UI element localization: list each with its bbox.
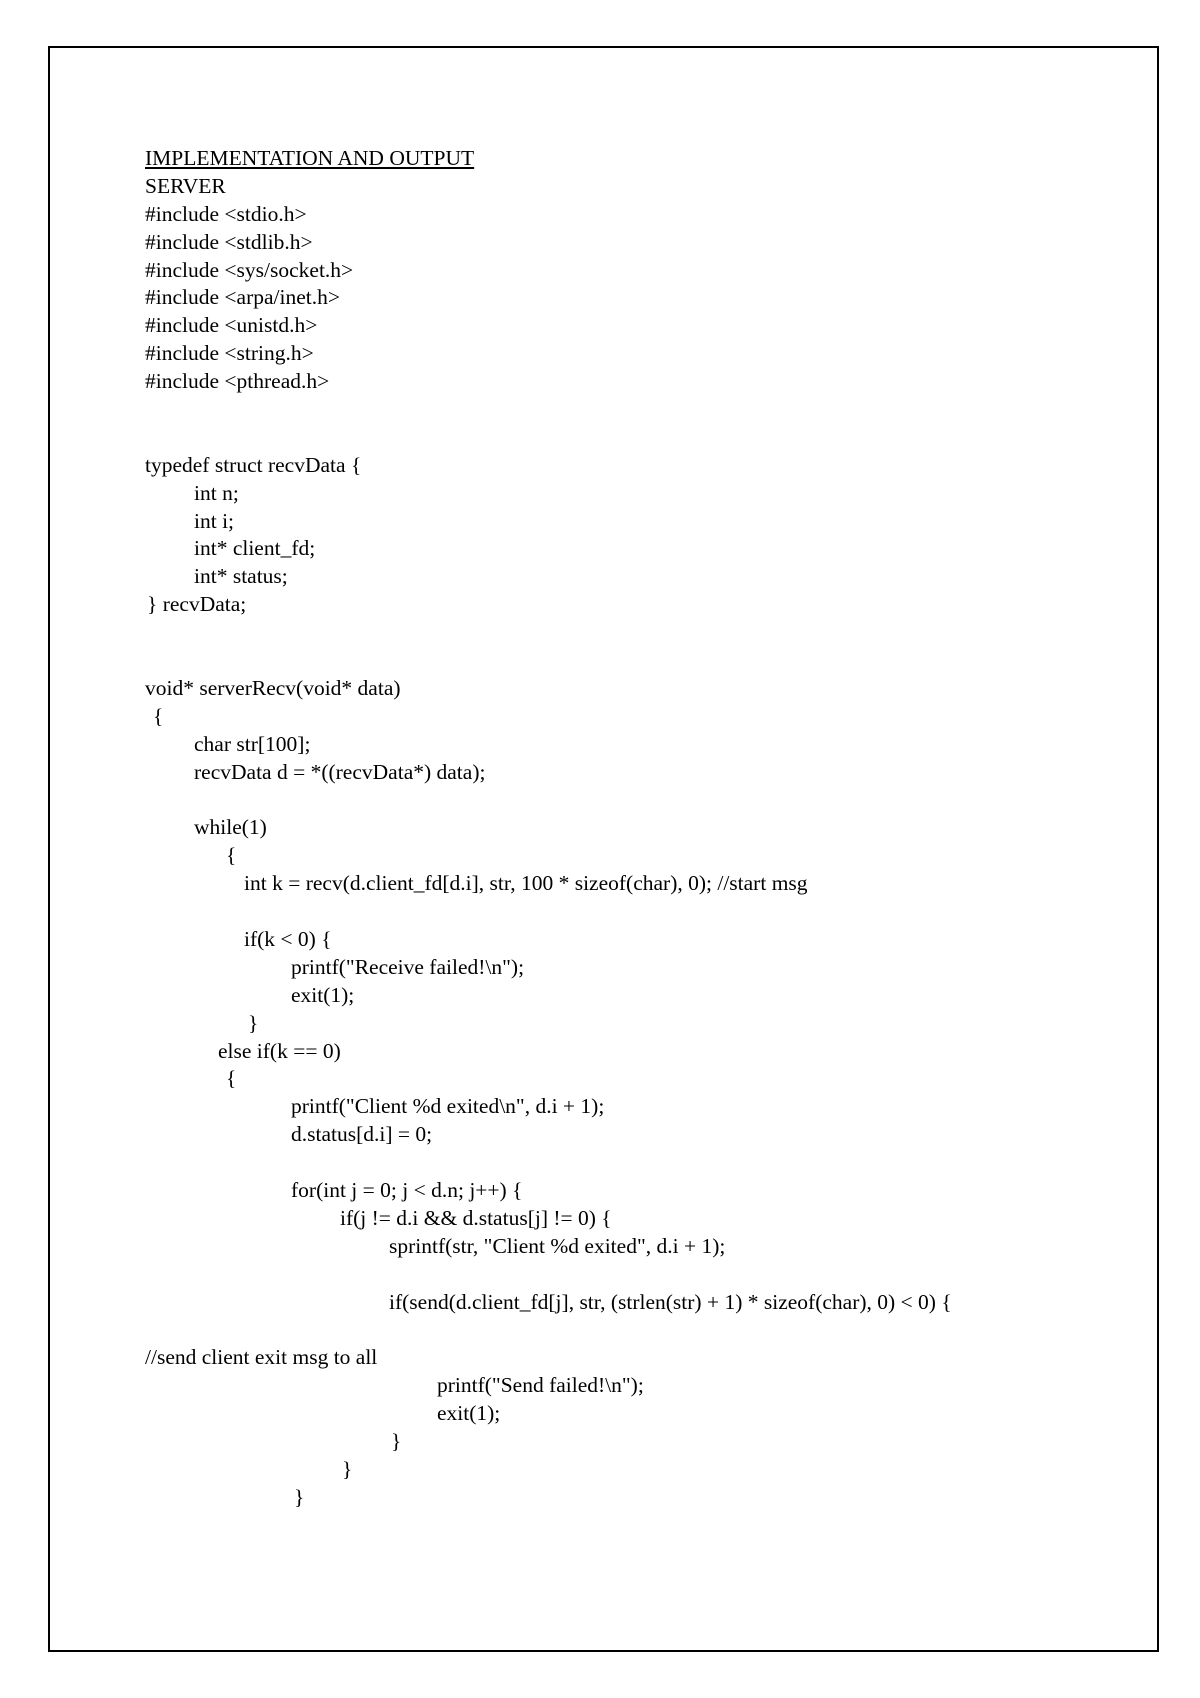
code-line: }: [391, 1428, 402, 1453]
code-line: else if(k == 0): [218, 1038, 341, 1063]
code-line: void* serverRecv(void* data): [145, 675, 401, 700]
code-line: int k = recv(d.client_fd[d.i], str, 100 * sizeof(char), 0); //start msg: [244, 871, 808, 896]
section-label: SERVER: [145, 173, 226, 198]
code-line: int* status;: [194, 564, 288, 589]
code-line: #include <pthread.h>: [145, 369, 330, 394]
blank-line: [145, 898, 1200, 926]
blank-line: [145, 1149, 1200, 1177]
blank-line: [145, 424, 1200, 452]
code-line: #include <sys/socket.h>: [145, 257, 354, 282]
code-line: while(1): [194, 815, 267, 840]
code-line: int i;: [194, 508, 235, 533]
blank-line: [145, 1261, 1200, 1289]
code-line: if(k < 0) {: [244, 926, 332, 951]
code-line: }: [294, 1484, 305, 1509]
code-line: d.status[d.i] = 0;: [291, 1122, 433, 1147]
code-line: {: [226, 843, 237, 868]
code-line: if(send(d.client_fd[j], str, (strlen(str) + 1) * sizeof(char), 0) < 0) {: [389, 1289, 952, 1314]
code-line: {: [226, 1066, 237, 1091]
blank-line: [145, 619, 1200, 647]
code-line: printf("Client %d exited\n", d.i + 1);: [291, 1094, 605, 1119]
code-line: #include <stdlib.h>: [145, 229, 313, 254]
code-line: for(int j = 0; j < d.n; j++) {: [291, 1177, 523, 1202]
code-line: recvData d = *((recvData*) data);: [194, 759, 486, 784]
code-line: #include <arpa/inet.h>: [145, 285, 340, 310]
code-line: }: [342, 1456, 353, 1481]
code-line: if(j != d.i && d.status[j] != 0) {: [340, 1205, 612, 1230]
blank-line: [145, 647, 1200, 675]
code-line: exit(1);: [437, 1401, 501, 1426]
code-line: {: [153, 703, 164, 728]
code-comment-line: //send client exit msg to all: [145, 1345, 378, 1370]
blank-line: [145, 786, 1200, 814]
code-line: char str[100];: [194, 731, 311, 756]
document-body: [0, 145, 1200, 1512]
code-line: typedef struct recvData {: [145, 452, 362, 477]
code-line: int* client_fd;: [194, 536, 316, 561]
code-line: printf("Send failed!\n");: [437, 1373, 644, 1398]
code-line: int n;: [194, 480, 239, 505]
code-line: sprintf(str, "Client %d exited", d.i + 1);: [389, 1233, 726, 1258]
code-line: }: [248, 1010, 259, 1035]
code-line: #include <unistd.h>: [145, 313, 318, 338]
blank-line: [145, 396, 1200, 424]
code-line: #include <stdio.h>: [145, 201, 307, 226]
code-line: } recvData;: [147, 592, 247, 617]
code-line: printf("Receive failed!\n");: [291, 954, 525, 979]
code-line: exit(1);: [291, 982, 355, 1007]
blank-line: [145, 1316, 1200, 1344]
code-line: #include <string.h>: [145, 341, 314, 366]
section-heading: IMPLEMENTATION AND OUTPUT: [145, 146, 475, 170]
